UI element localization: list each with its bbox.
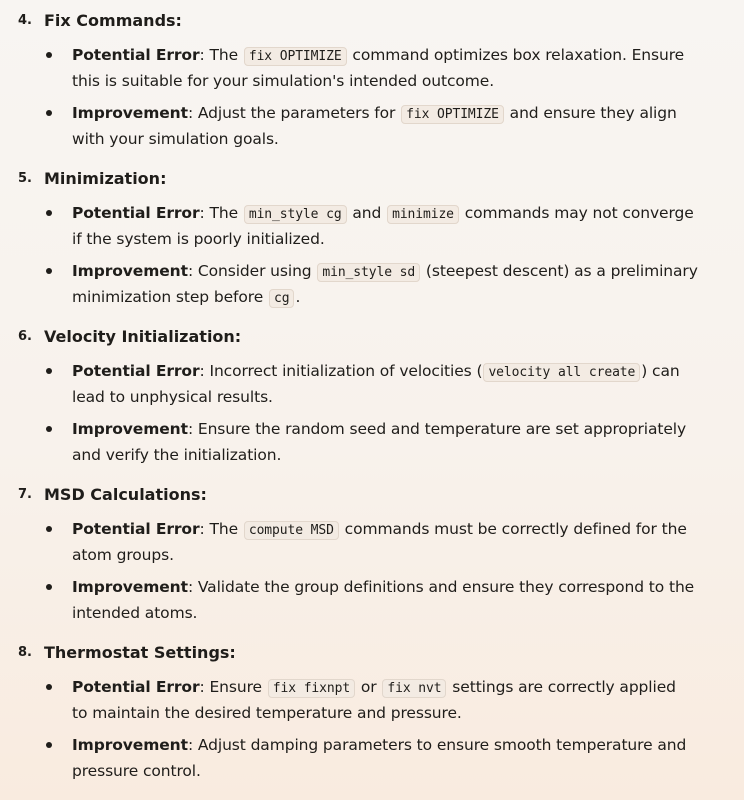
list-item-improvement	[0, 101, 744, 153]
bullet-icon	[46, 210, 52, 216]
text-run: commands may not converge	[459, 204, 694, 222]
inline-code: velocity all create	[483, 363, 640, 382]
text-run: : Adjust damping parameters to ensure smooth temperature and	[187, 736, 687, 754]
inline-code: fix nvt	[382, 679, 446, 698]
text-run: command optimizes box relaxation. Ensure	[347, 46, 685, 64]
item-label: Improvement	[72, 736, 188, 754]
item-label: Improvement	[72, 578, 188, 596]
section-title: Minimization:	[44, 169, 167, 188]
text-run: commands must be correctly defined for the	[339, 520, 687, 538]
text-run: intended atoms.	[72, 604, 198, 622]
inline-code: min_style cg	[244, 205, 347, 224]
inline-code: compute MSD	[244, 521, 339, 540]
text-run: and ensure they align	[504, 104, 677, 122]
item-text-line-1	[72, 42, 684, 68]
text-run: : Ensure	[199, 678, 267, 696]
text-run: : Ensure the random seed and temperature are set appropriately	[187, 420, 687, 438]
text-run: atom groups.	[72, 546, 174, 564]
section-heading	[0, 484, 744, 506]
item-label: Potential Error	[72, 204, 200, 222]
item-label: Potential Error	[72, 46, 200, 64]
item-label: Potential Error	[72, 678, 200, 696]
bullet-icon	[46, 584, 52, 590]
bullet-icon	[46, 110, 52, 116]
text-run: : Incorrect initialization of velocities (	[199, 362, 483, 380]
bullet-icon	[46, 368, 52, 374]
item-text-line-1	[72, 732, 686, 758]
text-run: settings are correctly applied	[447, 678, 676, 696]
item-text-line-2	[72, 284, 300, 310]
section-number: 7.	[18, 487, 32, 502]
item-text-line-1	[72, 358, 680, 384]
bullet-icon	[46, 684, 52, 690]
item-text-line-1	[72, 674, 676, 700]
text-run: and verify the initialization.	[72, 446, 282, 464]
item-text-line-1	[72, 516, 687, 542]
section-title: Thermostat Settings:	[44, 643, 236, 662]
text-run: (steepest descent) as a preliminary	[421, 262, 698, 280]
text-run: if the system is poorly initialized.	[72, 230, 325, 248]
bullet-icon	[46, 52, 52, 58]
item-label: Potential Error	[72, 362, 200, 380]
item-text-line-2	[72, 758, 201, 784]
item-label: Improvement	[72, 104, 188, 122]
inline-code: fix fixnpt	[268, 679, 355, 698]
text-run: : Consider using	[187, 262, 317, 280]
section-title: Velocity Initialization:	[44, 327, 242, 346]
item-text-line-1	[72, 416, 686, 442]
item-text-line-1	[72, 100, 677, 126]
text-run: : Adjust the parameters for	[187, 104, 401, 122]
text-run: lead to unphysical results.	[72, 388, 273, 406]
list-item-potential-error	[0, 675, 744, 727]
inline-code: fix OPTIMIZE	[401, 105, 504, 124]
item-text-line-2	[72, 384, 273, 410]
item-label: Improvement	[72, 420, 188, 438]
text-run: .	[295, 288, 301, 306]
inline-code: minimize	[387, 205, 459, 224]
text-run: pressure control.	[72, 762, 201, 780]
section-heading	[0, 10, 744, 32]
section-heading	[0, 326, 744, 348]
list-item-improvement	[0, 575, 744, 627]
list-item-improvement	[0, 417, 744, 469]
section-heading	[0, 642, 744, 664]
inline-code: fix OPTIMIZE	[244, 47, 347, 66]
text-run: and	[347, 204, 387, 222]
text-run: this is suitable for your simulation's intended outcome.	[72, 72, 495, 90]
item-text-line-1	[72, 574, 694, 600]
list-item-improvement	[0, 733, 744, 785]
list-item-potential-error	[0, 517, 744, 569]
section-number: 4.	[18, 13, 32, 28]
item-text-line-2	[72, 700, 462, 726]
item-text-line-2	[72, 442, 281, 468]
text-run: with your simulation goals.	[72, 130, 279, 148]
item-label: Improvement	[72, 262, 188, 280]
bullet-icon	[46, 426, 52, 432]
text-run: : The	[199, 46, 243, 64]
section-number: 8.	[18, 645, 32, 660]
item-text-line-2	[72, 126, 279, 152]
text-run: : The	[199, 204, 243, 222]
section-number: 5.	[18, 171, 32, 186]
list-item-improvement	[0, 259, 744, 311]
item-text-line-2	[72, 542, 174, 568]
item-text-line-2	[72, 600, 197, 626]
item-text-line-2	[72, 68, 494, 94]
inline-code: cg	[269, 289, 294, 308]
section-title: Fix Commands:	[44, 11, 182, 30]
text-run: : The	[199, 520, 243, 538]
text-run: or	[356, 678, 382, 696]
text-run: ) can	[641, 362, 680, 380]
text-run: : Validate the group definitions and ensure they correspond to the	[187, 578, 695, 596]
list-item-potential-error	[0, 359, 744, 411]
text-run: minimization step before	[72, 288, 268, 306]
item-text-line-1	[72, 258, 698, 284]
bullet-icon	[46, 526, 52, 532]
bullet-icon	[46, 268, 52, 274]
item-text-line-2	[72, 226, 325, 252]
inline-code: min_style sd	[317, 263, 420, 282]
list-item-potential-error	[0, 201, 744, 253]
section-heading	[0, 168, 744, 190]
section-title: MSD Calculations:	[44, 485, 207, 504]
item-text-line-1	[72, 200, 694, 226]
bullet-icon	[46, 742, 52, 748]
list-item-potential-error	[0, 43, 744, 95]
section-number: 6.	[18, 329, 32, 344]
text-run: to maintain the desired temperature and pressure.	[72, 704, 462, 722]
item-label: Potential Error	[72, 520, 200, 538]
